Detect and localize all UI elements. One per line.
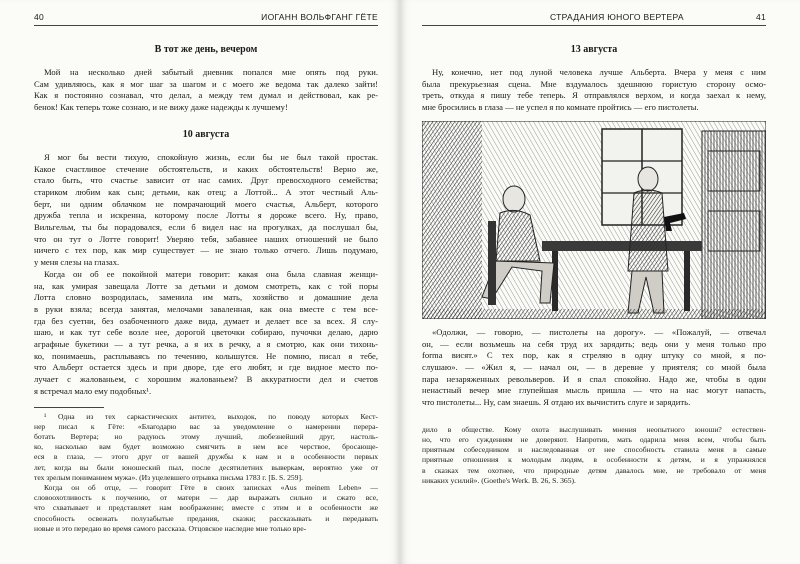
- text-line: ничего с тех пор, как мир существует — не знаю только отчего. Лишь подумаю,: [34, 245, 378, 256]
- text-line: гда без суетни, без озабоченного даже вида, думает и делает все за всех. Я слу-: [34, 315, 378, 326]
- text-line: никаких усилий». (Goethe's Werk. B. 26, S. 365).: [422, 475, 576, 485]
- text-line: ненастный вечер мне глупейшая мысль пришла — что на нас могут напасть,: [422, 385, 766, 396]
- text-line: берт, ни одним облачком не помрачающий моего счастья, Альберт, которого: [34, 198, 378, 209]
- text-line: что он тут о Лотте говорит! Уверяю тебя, забавнее наших отношений не было: [34, 233, 378, 244]
- text-line: слушаю». — «Жил я, — начал он, — в деревне у приятеля; со мной была: [422, 361, 766, 372]
- text-line: приятным собеседником и наследованная от нее способность ставила меня в самые: [422, 445, 766, 455]
- left-footnote: [34, 412, 378, 534]
- text-line: Как я постоянно сознавал, что делал, а между тем думал и действовал, как ре-: [34, 90, 378, 101]
- text-line: ко, понимаешь, расплываясь по течению, колышутся. Не помню, писал я тебе,: [34, 350, 378, 361]
- text-line: способность освежать полузабытые предания, сказки; рассказывать и передавать: [34, 513, 378, 523]
- text-line: Вильгельм, ты бы порадовался, если б видел нас на прогулках, да послушал бы,: [34, 222, 378, 233]
- text-line: что схватывает и представляет нам воображение; вместе с этим и в особенности же: [34, 503, 378, 513]
- right-page-header: [422, 12, 766, 26]
- section-title-evening: В тот же день, вечером: [154, 44, 258, 55]
- text-line: мне бросились в глаза — не успел я по комнате пройтись — его пистолеты.: [422, 102, 699, 113]
- text-line: шаю, и как тут себе возле нее, дорогой цветочки собираю, пучочки делаю, дарю: [34, 327, 378, 338]
- text-line: forma висят.» С тех пор, как я стреляю в одну штуку со мной, я по-: [422, 350, 766, 361]
- text-line: дружба тепла и искренна, которому после Лотты я дороже всего. Ну, право,: [34, 210, 378, 221]
- section-title-10-august: 10 августа: [182, 128, 230, 140]
- text-line: «Одолжи, — говорю, — пистолеты на дорогу». — «Пожалуй, — отвечал: [432, 326, 766, 337]
- text-line: стало быть, что счастье зависит от нас самих. Друг превосходного семейства;: [34, 175, 378, 186]
- footnote-rule: [34, 407, 104, 408]
- right-page: [400, 0, 800, 564]
- right-footnote-continued: [422, 425, 766, 486]
- text-line: лучает с жалованьем, с хорошим жалованьем? В аккуратности дел и счетов: [34, 374, 378, 385]
- text-line: была прекурьезная сцена. Мне вздумалось здешнюю гористую сторону осмо-: [422, 78, 766, 89]
- text-line: но, что его суждениям не доверяют. Напротив, мать одарила меня всем, чтобы быть: [422, 434, 766, 444]
- engraving-illustration: [422, 121, 766, 319]
- text-line: треть, откуда я пишу тебе теперь. Я отправлялся верхом, и когда заехал к нему,: [422, 90, 766, 101]
- text-line: в руки взяла; всегда занятая, мелочами заваленная, как она вместе с тем все-: [34, 303, 378, 314]
- left-page-number: 40: [34, 12, 45, 22]
- right-running-head: СТРАДАНИЯ ЮНОГО ВЕРТЕРА: [550, 12, 684, 22]
- text-line: Сам удивляюсь, как я мог шаг за шагом и с моего же ведома так далеко зайти!: [34, 78, 378, 89]
- section-10-august-text: [34, 152, 378, 398]
- left-running-head: ИОГАНН ВОЛЬФГАНГ ГЁТЕ: [261, 12, 378, 22]
- text-line: на, как умирая завещала Лотте за детьми и домом смотреть, как с той поры: [34, 280, 378, 291]
- text-line: Когда он об отце, — говорит Гёте в своих записках «Aus meinem Leben» —: [44, 483, 378, 492]
- section-title-13-august: 13 августа: [570, 44, 618, 55]
- text-line: лет, когда вы были юношеский пыл, после десятилетних выверкам, вероятно уже от: [34, 462, 378, 472]
- text-line: ко, насколько вам будет возможно смягчить в нем все черствое, бросающе-: [34, 442, 378, 452]
- text-line: ¹ Одна из тех саркастических антитез, выходок, по поводу которых Кест-: [44, 411, 378, 421]
- text-line: тех зрелым пониманием мужа». (Из уцелевшего отрывка письма 1783 г. [Б. S. 259].: [34, 472, 303, 482]
- text-line: что пистолеты... Ну, сам знаешь. Я отдаю их вычистить слуге и зарядить.: [422, 397, 691, 408]
- text-line: ботать Вертера; но радуюсь этому лучший, любезнейший друг, настоль-: [34, 431, 378, 441]
- text-line: я встречал мало ему подобных¹.: [34, 385, 152, 396]
- text-line: бенок! Как теперь тоже сознаю, и не вижу даже надежды к лучшему!: [34, 102, 288, 113]
- engraving-werther-and-albert: [422, 121, 766, 319]
- text-line: что Альберт остается здесь и при дворе, где его любят, и где видное место по-: [34, 362, 378, 373]
- text-line: Какое счастливое стечение обстоятельств, и каких обстоятельств! Верно же,: [34, 163, 378, 174]
- text-line: новые и это передаю во время самого рассказа. Отцовское наследие мне только вре-: [34, 523, 307, 533]
- left-page-header: [34, 12, 378, 26]
- text-line: пара незаряженных револьверов. И я спал спокойно. Надо же, чтобы в один: [422, 373, 766, 384]
- text-line: у меня слезы на глазах.: [34, 257, 120, 268]
- text-line: Когда он об ее покойной матери говорит: какая она была славная женщи-: [44, 268, 378, 279]
- text-line: аграфные букетики — а тут речка, а я их в речку, а я смотрю, как они тихонь-: [34, 339, 378, 350]
- section-13-august-intro: [422, 67, 766, 114]
- section-evening-text: [34, 67, 378, 114]
- text-line: Я мог бы вести тихую, спокойную жизнь, если бы не был такой простак.: [44, 151, 378, 162]
- right-page-number: 41: [755, 12, 766, 22]
- text-line: еся в глаза, — этого друг от вашей дружбы к нам и в особенности первых: [34, 452, 378, 462]
- section-13-august-continued: [422, 327, 766, 409]
- text-line: приятные отношения к молодым людям, в особенности к детям, и я упражнялся: [422, 455, 766, 465]
- text-line: дило в обществе. Кому охота выслушивать мнения неопытного юноши? естествен-: [422, 424, 766, 434]
- text-line: в сказках тем охотнее, что природные детям давалось мне, не требовало от меня: [422, 465, 766, 475]
- text-line: Мой на несколько дней забытый дневник попался мне опять под руки.: [44, 67, 378, 77]
- text-line: словоохотливость к поучению, от матери — дар выражать сильно и сжато все,: [34, 493, 378, 503]
- text-line: Ну, конечно, нет под луной человека лучше Альберта. Вчера у меня с ним: [432, 67, 766, 77]
- text-line: Лотта словно возродилась, заменила им мать, хозяйство и домашние дела: [34, 292, 378, 303]
- text-line: нер писал к Гёте: «Благодарю вас за уведомление о намерении перера-: [34, 421, 378, 431]
- text-line: стариком любим как сын; детьми, как отец; а Лоттой... А этот честный Аль-: [34, 186, 378, 197]
- text-line: он, — если возьмешь на себя труд их зарядить; ведь они у меня только про: [422, 338, 766, 349]
